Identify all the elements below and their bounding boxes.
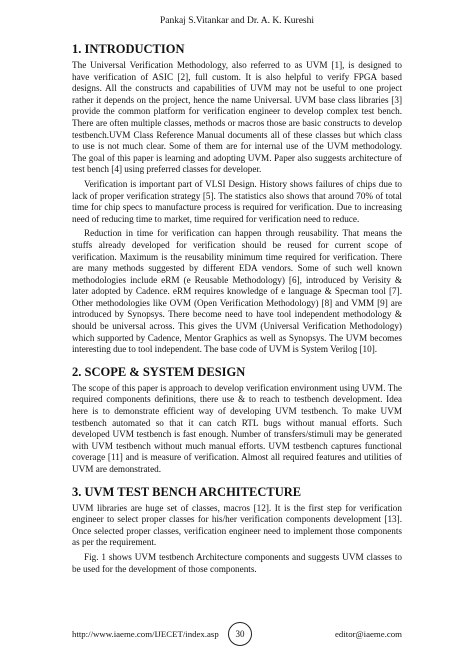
paragraph: Reduction in time for verification can happen through reusability. That means the stuffs already developed for verification should be reused for current scope of verification. Maximum is the reusability minimum time required for verification. There are many methods suggested by different EDA vendors. Some of such well known methodologies include eRM (e Reusable Methodology) [6], introduced by Verisity & later adopted by Cadence. eRM requires knowledge of e language & Specman tool [7]. Other methodologies like OVM (Open Verification Methodology) [8] and VMM [9] are introduced by Synopsys. There become need to have tool independent methodology & should be universal across. This gives the UVM (Universal Verification Methodology) which supported by Cadence, Mentor Graphics as well as Synopsys. The UVM becomes interesting due to tool independent. The base code of UVM is System Verilog [10]. [72,228,402,355]
page-footer [72,622,402,648]
paragraph: Fig. 1 shows UVM testbench Architecture components and suggests UVM classes to be used for the development of those components. [72,551,402,574]
paragraph: UVM libraries are huge set of classes, macros [12]. It is the first step for verification engineer to select proper classes for his/her verification components development [13]. Once selected proper classes, verification engineer need to implement those components as per the requirement. [72,502,402,548]
paragraph: Verification is important part of VLSI Design. History shows failures of chips due to lack of proper verification strategy [5]. The statistics also shows that around 70% of total time for chip specs to manufacture process is required for verification. Due to increasing need of reducing time to market, time required for verification need to reduce. [72,178,402,224]
section-architecture [72,485,402,576]
section-scope [72,365,402,476]
footer-email-link[interactable]: editor@iaeme.com [335,629,402,639]
page-number: 30 [228,622,252,646]
paragraph: The scope of this paper is approach to develop verification environment using UVM. The required components definitions, there use & to reach to testbench development. Idea here is to demonstrate efficient way of developing UVM testbench. To make UVM testbench automated so that it can catch RTL bugs without manual efforts. Such developed UVM testbench is fast enough. Number of transfers/stimuli may be generated with UVM testbench without much manual efforts. UVM testbench captures functional coverage [11] and is measure of verification. Almost all required features and utilities of UVM are demonstrated. [72,382,402,474]
section-introduction [72,42,402,356]
section-title: 3. UVM TEST BENCH ARCHITECTURE [72,484,302,499]
paragraph: The Universal Verification Methodology, also referred to as UVM [1], is designed to have verification of ASIC [2], full custom. It is also helpful to verify FPGA based designs. All the constructs and capabilities of UVM may not be useful to one project rather it depends on the project, hence the name Universal. UVM base class libraries [3] provide the common platform for verification engineer to develop complex test bench. There are often multiple classes, methods or macros those are basic constructs to develop testbench.UVM Class Reference Manual documents all of these classes but which class to use is not much clear. Some of them are for internal use of the UVM methodology. The goal of this paper is learning and adopting UVM. Paper also suggests architecture of test bench [4] using preferred classes for developer. [72,60,402,175]
section-title: 1. INTRODUCTION [72,42,185,56]
running-header: Pankaj S.Vitankar and Dr. A. K. Kureshi [159,16,315,26]
footer-url-link[interactable]: http://www.iaeme.com/IJECET/index.asp [72,629,219,639]
section-title: 2. SCOPE & SYSTEM DESIGN [72,364,246,379]
page-body [72,42,402,584]
